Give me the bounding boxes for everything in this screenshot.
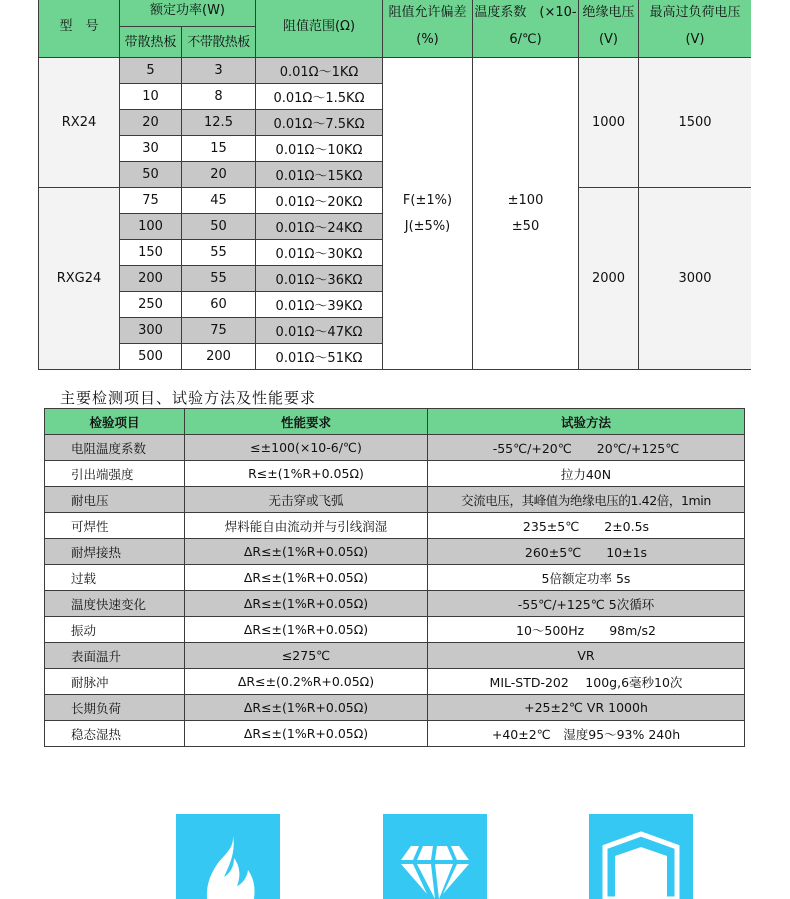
cell-without-heatsink: 15 — [182, 136, 256, 162]
insulation-rx24: 1000 — [579, 58, 639, 188]
cell-item: 过载 — [45, 565, 185, 591]
table-row — [45, 565, 745, 591]
cell-range: 0.01Ω～47KΩ — [256, 318, 383, 344]
cell-requirement: ΔR≤±(1%R+0.05Ω) — [185, 695, 428, 721]
header-temp-coeff — [473, 0, 579, 58]
table-row — [45, 539, 745, 565]
header-insulation-line2: (V) — [598, 32, 619, 47]
cell-range: 0.01Ω～7.5KΩ — [256, 110, 383, 136]
cell-item: 耐脉冲 — [45, 669, 185, 695]
table-row — [45, 435, 745, 461]
table-row — [45, 617, 745, 643]
header-overload-line2: (V) — [685, 32, 705, 47]
header-tolerance-line2: (%) — [416, 32, 439, 47]
cell-method: 235±5℃ 2±0.5s — [428, 513, 745, 539]
spec-table — [38, 0, 751, 370]
cell-item: 温度快速变化 — [45, 591, 185, 617]
cell-range: 0.01Ω～15KΩ — [256, 162, 383, 188]
model-rx24: RX24 — [39, 58, 120, 188]
table-row — [45, 721, 745, 747]
header-tolerance-line1: 阻值允许偏差 — [388, 5, 467, 20]
cell-with-heatsink: 75 — [120, 188, 182, 214]
cell-without-heatsink: 55 — [182, 240, 256, 266]
cell-item: 稳态湿热 — [45, 721, 185, 747]
spec-header-row-1 — [39, 0, 752, 27]
header-test-item: 检验项目 — [45, 409, 185, 435]
cell-item: 表面温升 — [45, 643, 185, 669]
cell-without-heatsink: 50 — [182, 214, 256, 240]
overload-rxg24: 3000 — [639, 188, 752, 370]
temp-coeff-100: ±100 — [507, 192, 544, 208]
cell-requirement: R≤±(1%R+0.05Ω) — [185, 461, 428, 487]
insulation-rxg24: 2000 — [579, 188, 639, 370]
cell-without-heatsink: 3 — [182, 58, 256, 84]
header-insulation-line1: 绝缘电压 — [582, 5, 635, 20]
header-overload-line1: 最高过负荷电压 — [649, 5, 741, 20]
cell-range: 0.01Ω～20KΩ — [256, 188, 383, 214]
cell-item: 耐电压 — [45, 487, 185, 513]
cell-item: 引出端强度 — [45, 461, 185, 487]
spec-row — [39, 58, 752, 84]
cell-range: 0.01Ω～1KΩ — [256, 58, 383, 84]
cell-requirement: ≤275℃ — [185, 643, 428, 669]
cell-with-heatsink: 300 — [120, 318, 182, 344]
cell-with-heatsink: 5 — [120, 58, 182, 84]
temp-coeff-values — [473, 58, 579, 370]
cell-range: 0.01Ω～1.5KΩ — [256, 84, 383, 110]
model-rxg24: RXG24 — [39, 188, 120, 370]
overload-rx24: 1500 — [639, 58, 752, 188]
cell-range: 0.01Ω～51KΩ — [256, 344, 383, 370]
cell-range: 0.01Ω～10KΩ — [256, 136, 383, 162]
cell-without-heatsink: 75 — [182, 318, 256, 344]
cell-item: 电阻温度系数 — [45, 435, 185, 461]
spec-table-container — [38, 0, 751, 370]
cell-method: +40±2℃ 湿度95～93% 240h — [428, 721, 745, 747]
table-row — [45, 513, 745, 539]
cell-requirement: ΔR≤±(1%R+0.05Ω) — [185, 539, 428, 565]
cell-with-heatsink: 250 — [120, 292, 182, 318]
test-header-row — [45, 409, 745, 435]
cell-range: 0.01Ω～36KΩ — [256, 266, 383, 292]
cell-requirement: ΔR≤±(1%R+0.05Ω) — [185, 591, 428, 617]
cell-range: 0.01Ω～24KΩ — [256, 214, 383, 240]
header-rated-power: 额定功率(W) — [120, 0, 256, 27]
cell-method: +25±2℃ VR 1000h — [428, 695, 745, 721]
cell-without-heatsink: 55 — [182, 266, 256, 292]
section-title: 主要检测项目、试验方法及性能要求 — [60, 389, 317, 407]
table-row — [45, 643, 745, 669]
cell-without-heatsink: 200 — [182, 344, 256, 370]
diamond-icon-tile — [383, 814, 487, 899]
header-model: 型 号 — [39, 0, 120, 58]
flame-icon-tile — [176, 814, 280, 899]
header-with-heatsink: 带散热板 — [120, 27, 182, 58]
cell-item: 长期负荷 — [45, 695, 185, 721]
test-table — [44, 408, 745, 747]
cell-without-heatsink: 8 — [182, 84, 256, 110]
cell-requirement: 无击穿或飞弧 — [185, 487, 428, 513]
cell-with-heatsink: 20 — [120, 110, 182, 136]
header-without-heatsink: 不带散热板 — [182, 27, 256, 58]
cell-item: 振动 — [45, 617, 185, 643]
cell-method: 交流电压，其峰值为绝缘电压的1.42倍，1min — [428, 487, 745, 513]
cell-method: 拉力40N — [428, 461, 745, 487]
flame-icon — [176, 814, 280, 899]
shield-icon — [589, 814, 693, 899]
cell-range: 0.01Ω～30KΩ — [256, 240, 383, 266]
cell-requirement: ΔR≤±(0.2%R+0.05Ω) — [185, 669, 428, 695]
cell-without-heatsink: 20 — [182, 162, 256, 188]
cell-method: -55℃/+125℃ 5次循环 — [428, 591, 745, 617]
table-row — [45, 487, 745, 513]
cell-method: VR — [428, 643, 745, 669]
header-test-method: 试验方法 — [428, 409, 745, 435]
cell-method: 260±5℃ 10±1s — [428, 539, 745, 565]
tolerance-values — [383, 58, 473, 370]
cell-requirement: ΔR≤±(1%R+0.05Ω) — [185, 565, 428, 591]
header-insulation-voltage — [579, 0, 639, 58]
cell-with-heatsink: 30 — [120, 136, 182, 162]
cell-requirement: ≤±100(×10-6/℃) — [185, 435, 428, 461]
cell-without-heatsink: 12.5 — [182, 110, 256, 136]
diamond-icon — [383, 814, 487, 899]
header-requirement: 性能要求 — [185, 409, 428, 435]
cell-without-heatsink: 45 — [182, 188, 256, 214]
cell-method: 10～500Hz 98m/s2 — [428, 617, 745, 643]
cell-with-heatsink: 50 — [120, 162, 182, 188]
table-row — [45, 669, 745, 695]
cell-with-heatsink: 10 — [120, 84, 182, 110]
table-row — [45, 461, 745, 487]
header-temp-coeff-line2: 6/℃) — [509, 32, 542, 47]
cell-range: 0.01Ω～39KΩ — [256, 292, 383, 318]
tolerance-f: F(±1%) — [402, 192, 453, 208]
cell-without-heatsink: 60 — [182, 292, 256, 318]
cell-requirement: ΔR≤±(1%R+0.05Ω) — [185, 721, 428, 747]
cell-with-heatsink: 200 — [120, 266, 182, 292]
header-max-overload — [639, 0, 752, 58]
header-resistance-range: 阻值范围(Ω) — [256, 0, 383, 58]
cell-item: 可焊性 — [45, 513, 185, 539]
temp-coeff-50: ±50 — [511, 218, 540, 234]
tolerance-j: J(±5%) — [404, 218, 451, 234]
cell-with-heatsink: 150 — [120, 240, 182, 266]
table-row — [45, 591, 745, 617]
header-tolerance — [383, 0, 473, 58]
cell-method: -55℃/+20℃ 20℃/+125℃ — [428, 435, 745, 461]
cell-with-heatsink: 100 — [120, 214, 182, 240]
table-row — [45, 695, 745, 721]
cell-method: 5倍额定功率 5s — [428, 565, 745, 591]
cell-requirement: ΔR≤±(1%R+0.05Ω) — [185, 617, 428, 643]
header-temp-coeff-line1: 温度系数 (×10- — [474, 5, 577, 20]
cell-method: MIL-STD-202 100g,6毫秒10次 — [428, 669, 745, 695]
cell-with-heatsink: 500 — [120, 344, 182, 370]
cell-item: 耐焊接热 — [45, 539, 185, 565]
shield-icon-tile — [589, 814, 693, 899]
cell-requirement: 焊料能自由流动并与引线润湿 — [185, 513, 428, 539]
